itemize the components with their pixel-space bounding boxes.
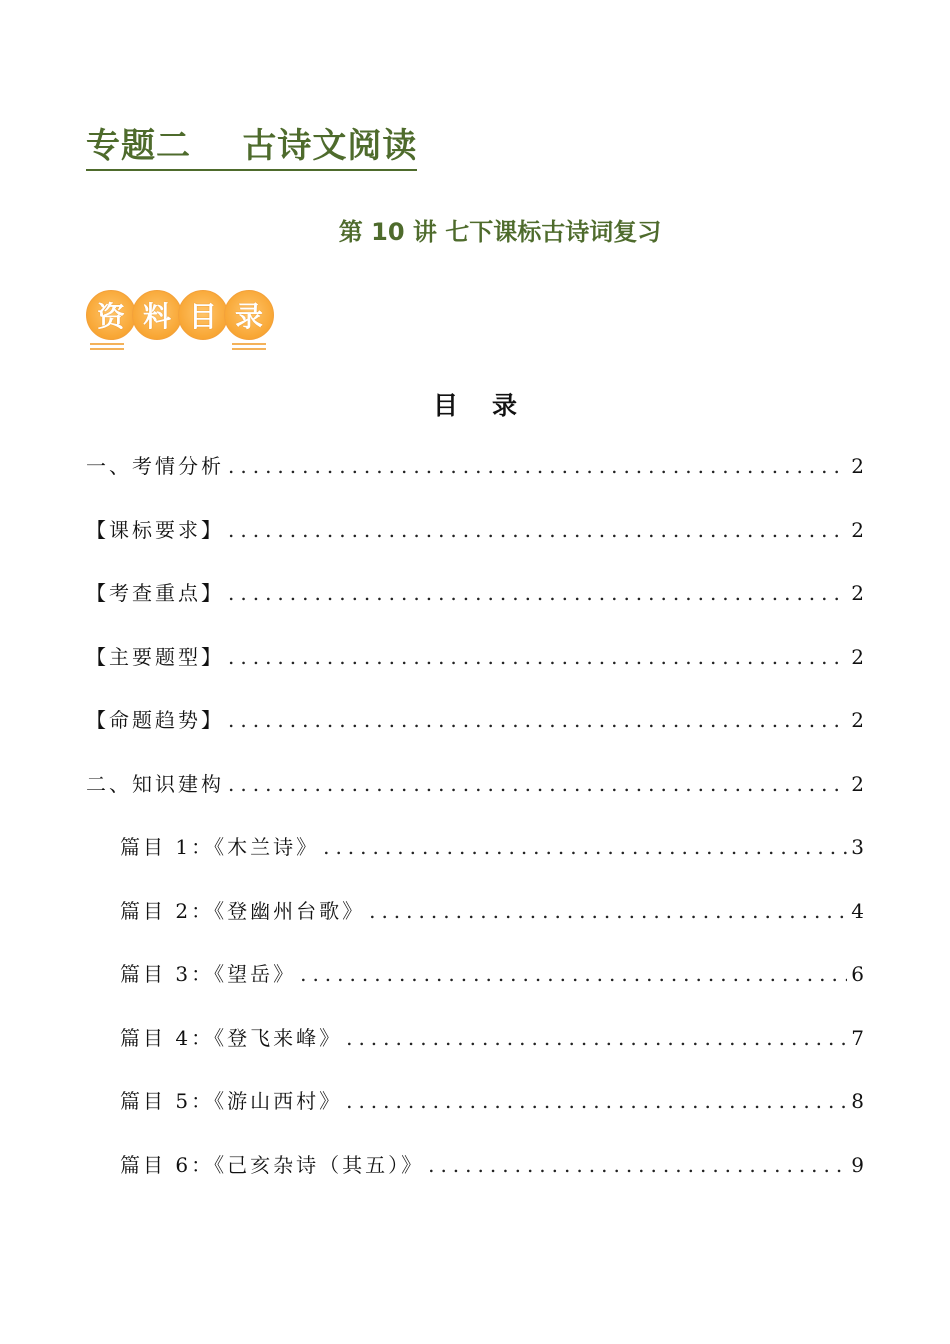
toc-entry-page: 7	[851, 1026, 864, 1050]
toc-entry-page: 2	[851, 772, 864, 796]
badge-char-3: 目	[178, 290, 228, 340]
toc-subentry[interactable]	[120, 1022, 864, 1056]
toc-entry[interactable]	[86, 450, 864, 484]
badge-char-2: 料	[132, 290, 182, 340]
toc-entry[interactable]	[86, 577, 864, 611]
toc-subentry[interactable]	[120, 1149, 864, 1183]
contents-badge	[86, 290, 276, 352]
toc-entry-label: 【考查重点】	[86, 581, 224, 605]
toc-leader-dots	[346, 1089, 847, 1113]
topic-title: 专题二 古诗文阅读	[86, 118, 417, 171]
toc-entry[interactable]	[86, 514, 864, 548]
toc-entry[interactable]	[86, 704, 864, 738]
badge-underline	[90, 348, 124, 350]
toc-entry-page: 2	[851, 645, 864, 669]
badge-underline	[90, 343, 124, 345]
toc-subentry[interactable]	[120, 895, 864, 929]
toc-entry-page: 2	[851, 708, 864, 732]
toc-leader-dots	[228, 645, 847, 669]
lesson-title: 第 10 讲 七下课标古诗词复习	[338, 218, 662, 246]
toc-leader-dots	[228, 772, 847, 796]
toc-entry-page: 4	[851, 899, 864, 923]
toc-entry-page: 3	[851, 835, 864, 859]
toc-leader-dots	[228, 581, 847, 605]
toc-leader-dots	[228, 708, 847, 732]
toc-subentry[interactable]	[120, 958, 864, 992]
toc-entry-label: 篇目 2：《登幽州台歌》	[120, 899, 366, 923]
toc-entry-label: 【命题趋势】	[86, 708, 224, 732]
toc-leader-dots	[428, 1153, 847, 1177]
toc-leader-dots	[323, 835, 847, 859]
badge-underline	[232, 343, 266, 345]
toc-leader-dots	[228, 518, 847, 542]
toc-entry-page: 2	[851, 454, 864, 478]
toc-leader-dots	[369, 899, 847, 923]
toc-leader-dots	[228, 454, 847, 478]
toc-entry-label: 一、考情分析	[86, 454, 224, 478]
toc-entry-page: 2	[851, 518, 864, 542]
toc-entry-label: 二、知识建构	[86, 772, 224, 796]
badge-underline	[232, 348, 266, 350]
toc-entry-label: 【主要题型】	[86, 645, 224, 669]
toc-entry-page: 6	[851, 962, 864, 986]
badge-char-1: 资	[86, 290, 136, 340]
toc-subentry[interactable]	[120, 831, 864, 865]
toc-entry-label: 篇目 3：《望岳》	[120, 962, 297, 986]
toc-entry-label: 篇目 5：《游山西村》	[120, 1089, 343, 1113]
toc-subentry[interactable]	[120, 1085, 864, 1119]
toc-entry-page: 8	[851, 1089, 864, 1113]
toc-entry-label: 篇目 1：《木兰诗》	[120, 835, 320, 859]
toc-entry[interactable]	[86, 768, 864, 802]
toc-entry-label: 篇目 4：《登飞来峰》	[120, 1026, 343, 1050]
toc-entry[interactable]	[86, 641, 864, 675]
toc-heading: 目录	[432, 391, 551, 420]
toc-leader-dots	[346, 1026, 847, 1050]
toc-leader-dots	[300, 962, 847, 986]
toc-entry-label: 篇目 6：《己亥杂诗（其五）》	[120, 1153, 425, 1177]
badge-char-4: 录	[224, 290, 274, 340]
toc-entry-page: 2	[851, 581, 864, 605]
toc-entry-label: 【课标要求】	[86, 518, 224, 542]
toc-entry-page: 9	[851, 1153, 864, 1177]
